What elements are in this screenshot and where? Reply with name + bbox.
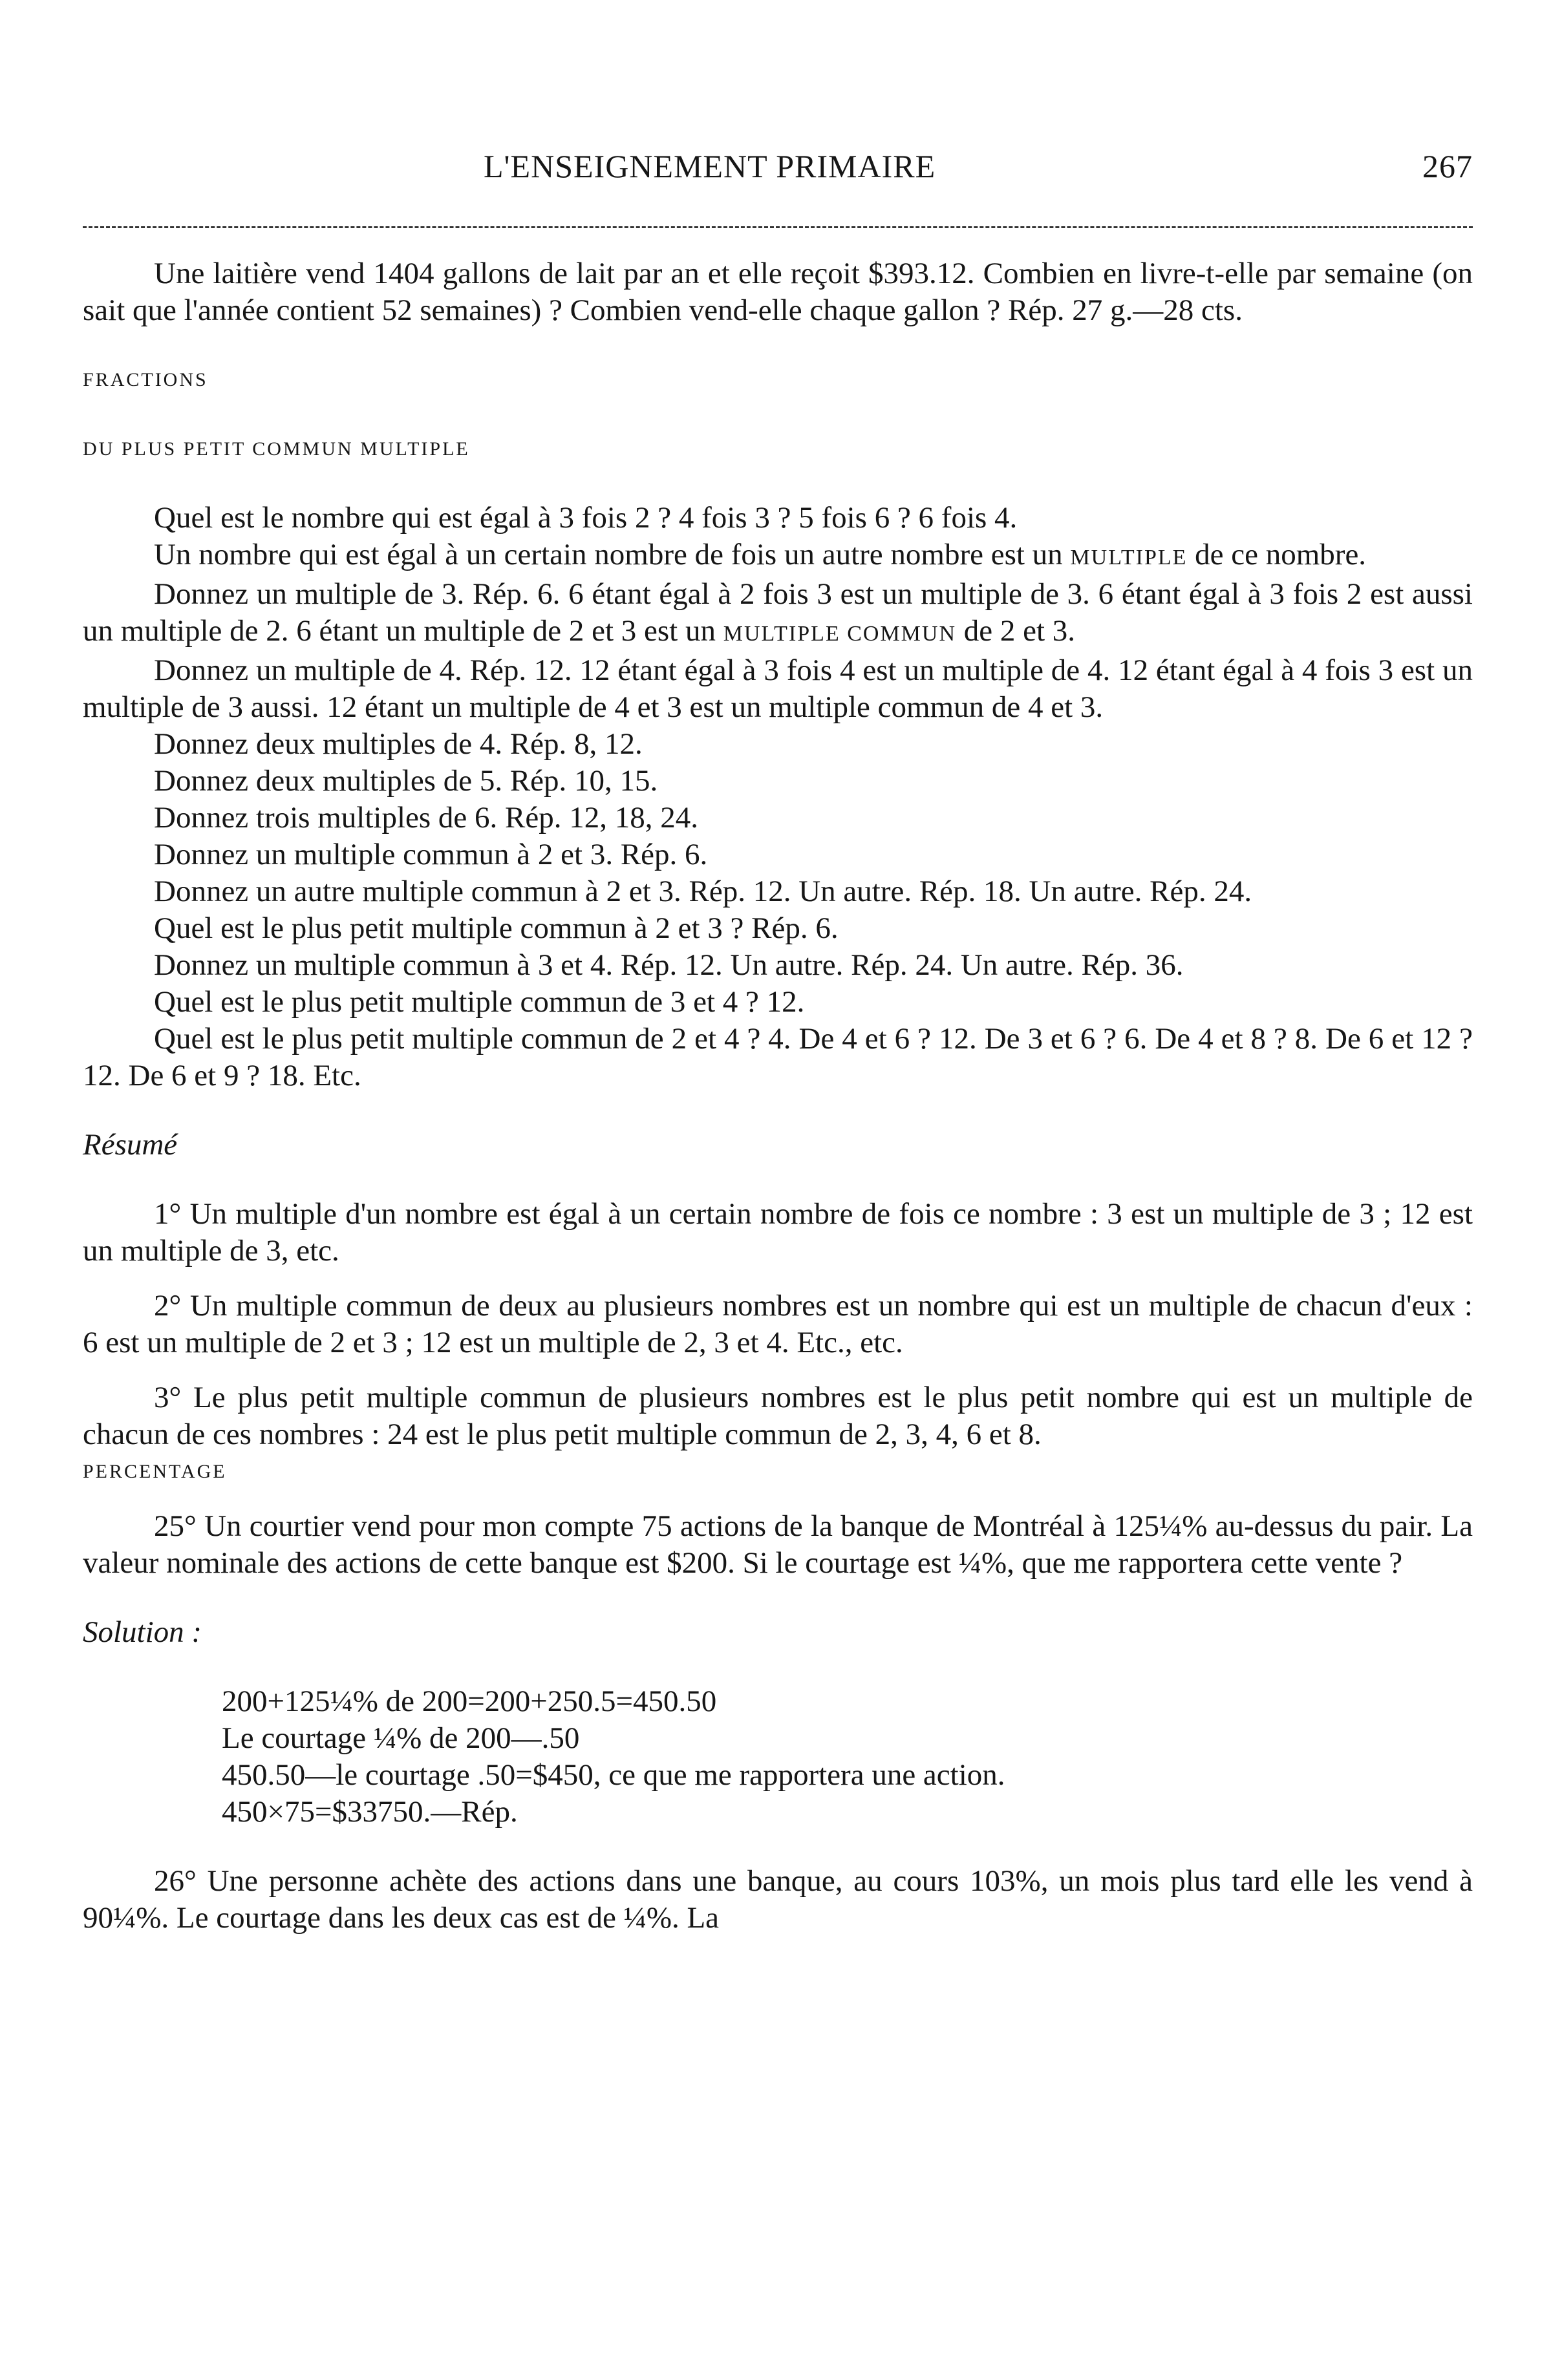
question-line: Quel est le nombre qui est égal à 3 fois 2 ? 4 fois 3 ? 5 fois 6 ? 6 fois 4. xyxy=(154,501,1018,535)
question-line: Donnez deux multiples de 5. Rép. 10, 15. xyxy=(154,764,658,798)
definition-text: Un nombre qui est égal à un certain nombre de fois un autre nombre est un xyxy=(154,538,1063,571)
question-text: Donnez un multiple de 3. Rép. 6. 6 étant égal à 2 fois 3 est un multiple de 3. 6 étant égal à 3 fois 2 est aussi un multiple de 2. 6 étant un multiple de 2 et 3 est un xyxy=(83,577,1473,648)
resume-item: 1° Un multiple d'un nombre est égal à un certain nombre de fois ce nombre : 3 est un multiple de 3 ; 12 est un multiple de 3, etc. xyxy=(83,1197,1473,1268)
solution-line: 450.50—le courtage .50=$450, ce que me rapportera une action. xyxy=(222,1758,1005,1792)
definition-line xyxy=(83,537,1473,576)
solution-block xyxy=(83,1683,1473,1831)
term-multiple-commun: MULTIPLE COMMUN xyxy=(723,622,957,646)
question-end: de 2 et 3. xyxy=(963,614,1076,648)
question-line: Donnez un multiple de 4. Rép. 12. 12 étant égal à 3 fois 4 est un multiple de 4. 12 étant égal à 4 fois 3 est un multiple de 3 aussi. 12 étant un multiple de 4 et 3 est un multiple commun de 4 et 3. xyxy=(83,653,1473,724)
header-rule xyxy=(83,226,1473,228)
intro-problem: Une laitière vend 1404 gallons de lait par an et elle reçoit $393.12. Combien en livre-t-elle par semaine (on sait que l'année contient 52 semaines) ? Combien vend-elle chaque gallon ? Rép. 27 g.—28 cts. xyxy=(83,257,1473,327)
question-line: Donnez un multiple commun à 3 et 4. Rép. 12. Un autre. Rép. 24. Un autre. Rép. 36. xyxy=(154,948,1184,982)
resume-heading: Résumé xyxy=(83,1128,178,1162)
running-header xyxy=(83,147,1473,193)
page-body xyxy=(83,255,1473,1937)
question-line xyxy=(83,576,1473,652)
solution-heading: Solution : xyxy=(83,1615,202,1649)
term-multiple: MULTIPLE xyxy=(1070,546,1188,569)
problem-25: 25° Un courtier vend pour mon compte 75 actions de la banque de Montréal à 125¼% au-dessus du pair. La valeur nominale des actions de cette banque est $200. Si le courtage est ¼%, que me rapportera cette vente ? xyxy=(83,1509,1473,1580)
question-line: Donnez trois multiples de 6. Rép. 12, 18, 24. xyxy=(154,801,698,834)
resume-item: 2° Un multiple commun de deux au plusieurs nombres est un nombre qui est un multiple de chacun d'eux : 6 est un multiple de 2 et 3 ; 12 est un multiple de 2, 3 et 4. Etc., etc. xyxy=(83,1289,1473,1359)
question-line: Donnez un autre multiple commun à 2 et 3. Rép. 12. Un autre. Rép. 18. Un autre. Rép. 24. xyxy=(154,875,1252,908)
solution-line: Le courtage ¼% de 200—.50 xyxy=(222,1721,580,1755)
header-title: L'ENSEIGNEMENT PRIMAIRE xyxy=(484,148,936,184)
solution-line: 450×75=$33750.—Rép. xyxy=(222,1795,518,1829)
question-line: Donnez deux multiples de 4. Rép. 8, 12. xyxy=(154,727,643,761)
page-number: 267 xyxy=(1422,148,1473,184)
solution-line: 200+125¼% de 200=200+250.5=450.50 xyxy=(222,1684,717,1718)
question-line: Quel est le plus petit multiple commun de 2 et 4 ? 4. De 4 et 6 ? 12. De 3 et 6 ? 6. De 4 et 8 ? 8. De 6 et 12 ? 12. De 6 et 9 ? 18. Etc. xyxy=(83,1022,1473,1092)
section-heading-percentage: PERCENTAGE xyxy=(83,1461,227,1482)
question-line: Donnez un multiple commun à 2 et 3. Rép. 6. xyxy=(154,838,708,871)
problem-26: 26° Une personne achète des actions dans une banque, au cours 103%, un mois plus tard elle les vend à 90¼%. Le courtage dans les deux cas est de ¼%. La xyxy=(83,1864,1473,1935)
resume-item: 3° Le plus petit multiple commun de plusieurs nombres est le plus petit nombre qui est un multiple de chacun de ces nombres : 24 est le plus petit multiple commun de 2, 3, 4, 6 et 8. xyxy=(83,1381,1473,1451)
question-line: Quel est le plus petit multiple commun de 3 et 4 ? 12. xyxy=(154,985,805,1019)
definition-end: de ce nombre. xyxy=(1195,538,1367,571)
section-heading-ppcm: DU PLUS PETIT COMMUN MULTIPLE xyxy=(83,438,470,460)
question-line: Quel est le plus petit multiple commun à 2 et 3 ? Rép. 6. xyxy=(154,911,839,945)
section-heading-fractions: FRACTIONS xyxy=(83,369,208,390)
